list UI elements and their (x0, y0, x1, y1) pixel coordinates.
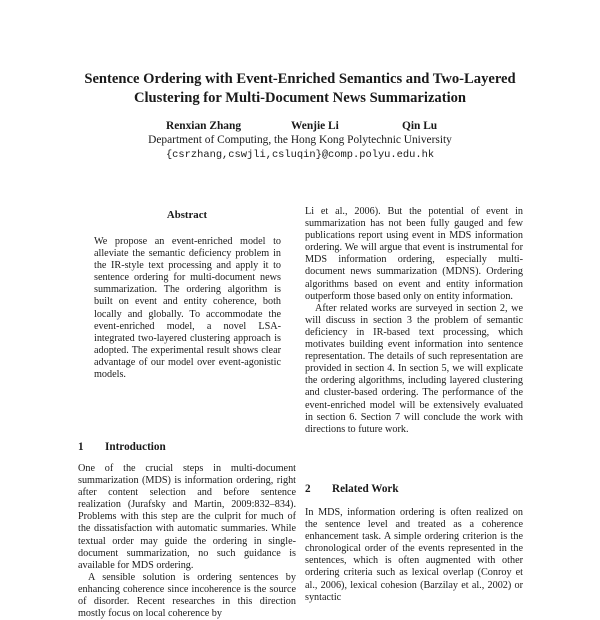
paper-title: Sentence Ordering with Event-Enriched Semantics and Two-Layered Clustering for Multi-Document News Summarization (84, 71, 516, 106)
author-name: Qin Lu (402, 120, 438, 132)
author-name: Wenjie Li (291, 120, 339, 132)
author-name: Renxian Zhang (166, 120, 242, 132)
body-paragraph: In MDS, information ordering is often realized on the sentence level and treated as a coherence enhancement task. A simple ordering criterion is the chronological order of the events represented in the sentences, which is often augmented with other ordering criteria such as lexical overlap (Conroy et al., 2006), lexical cohesion (Barzilay et al., 2002) or syntactic (305, 507, 523, 603)
abstract-heading: Abstract (166, 209, 208, 221)
section-title: Related Work (332, 483, 399, 495)
section-number: 2 (305, 483, 311, 495)
introduction-body (78, 463, 296, 620)
related-work-body (305, 507, 523, 604)
section-title: Introduction (105, 441, 166, 453)
introduction-continued (305, 206, 523, 436)
section-number: 1 (78, 441, 84, 453)
affiliation: Department of Computing, the Hong Kong Polytechnic University (148, 134, 452, 146)
section-heading-introduction (78, 441, 166, 453)
author-list (0, 120, 600, 134)
email-address: {csrzhang,cswjli,csluqin}@comp.polyu.edu.hk (165, 149, 435, 161)
body-paragraph: A sensible solution is ordering sentences by enhancing coherence since incoherence is the source of disorder. Recent researches in this direction mostly focus on local coherence by (78, 571, 296, 620)
body-paragraph: Li et al., 2006). But the potential of event in summarization has not been fully gauged and few publications report using event in MDS information ordering. We will argue that event is instrumental for MDS information ordering, especially multi-document news summarization (MDNS). Ordering algorithms based on event and entity information outperform those based only on entity information. (305, 206, 523, 302)
abstract-paragraph: We propose an event-enriched model to alleviate the semantic deficiency problem in the IR-style text processing and apply it to sentence ordering for multi-document news summarization. The ordering algorithm is built on event and entity coherence, both locally and globally. To accommodate the event-enriched model, a novel LSA-integrated two-layered clustering approach is adopted. The experimental result shows clear advantage of our model over event-agonistic models. (94, 236, 281, 381)
section-heading-related-work (305, 483, 399, 495)
body-paragraph: One of the crucial steps in multi-document summarization (MDS) is information ordering, right after content selection and before sentence realization (Jurafsky and Martin, 2009:832–834). Problems with this step are the culprit for much of the dissatisfaction with automatic summaries. While textual order may guide the ordering in single-document summarization, no such guidance is available for MDS ordering. (78, 463, 296, 571)
abstract-text (94, 236, 281, 381)
body-paragraph: After related works are surveyed in section 2, we will discuss in section 3 the problem of semantic deficiency in IR-based text processing, which motivates building event information into sentence representation. The details of such representation are provided in section 4. In section 5, we will explicate the ordering algorithms, including layered clustering and cluster-based ordering. The performance of the event-enriched model will be extensively evaluated in section 6. Section 7 will conclude the work with directions to future work. (305, 302, 523, 435)
